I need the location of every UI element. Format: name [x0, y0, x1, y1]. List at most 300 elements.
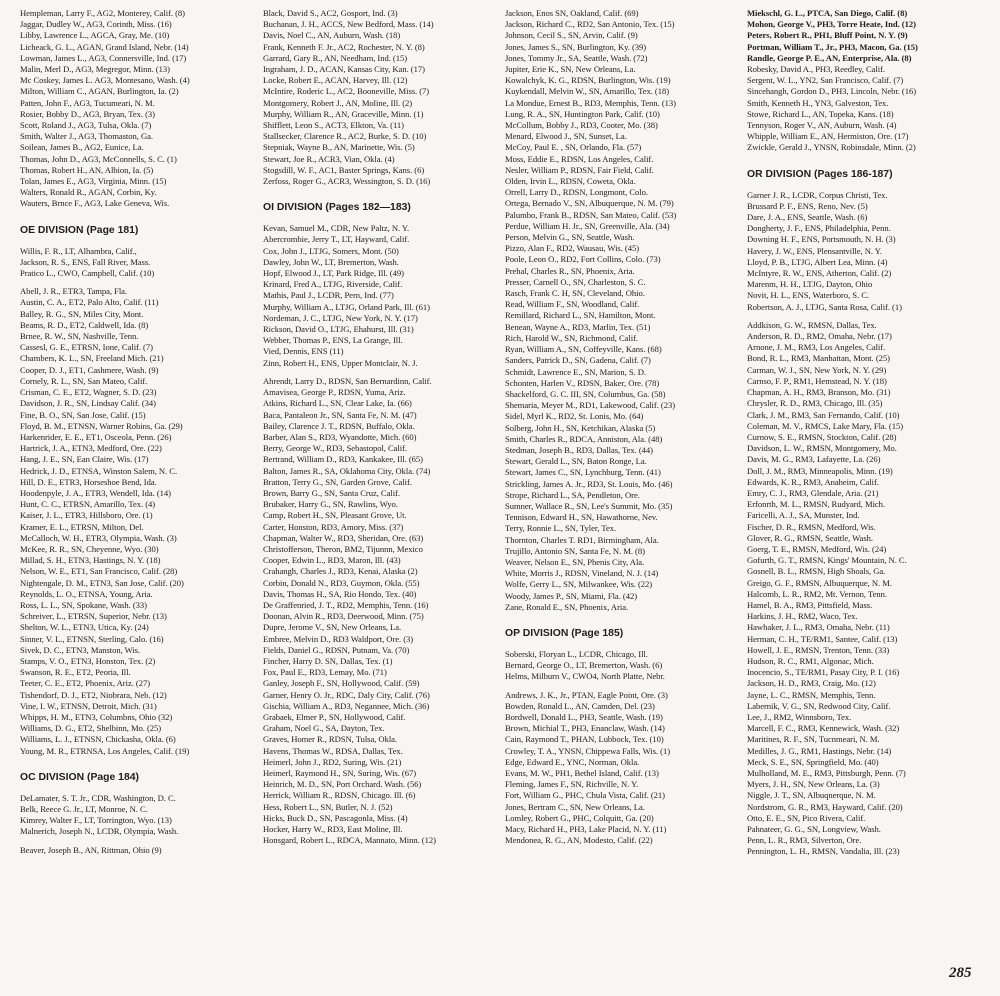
roster-column-1: [20, 8, 258, 856]
roster-entry: Johnson, Cecil S., SN, Arvin, Calif. (9): [505, 30, 638, 41]
roster-entry: Hunt, C. C., ETRSN, Amarillo, Tex. (4): [20, 499, 156, 510]
roster-entry: Mulholland, M. E., RM3, Pittsburgh, Penn. (7): [747, 768, 906, 778]
roster-entry: Garrard, Gary R., AN, Needham, Ind. (15): [263, 52, 408, 63]
roster-entry: Sidel, Myrl K., RD2, St. Lonis, Mo. (64): [505, 411, 644, 422]
roster-entry: Heimerl, Raymond H., SN, Suring, Wis. (67): [263, 768, 417, 778]
roster-entry: Helms, Milburn V., CWO4, North Platte, Nebr.: [505, 671, 665, 682]
roster-entry: Hudson, R. C., RM1, Algonac, Mich.: [747, 655, 874, 666]
roster-entry: Cox, John J., LTJG, Somers, Mont. (50): [263, 245, 399, 256]
roster-entry: Hoodenpyle, J. A., ETR3, Wendell, Ida. (14): [20, 487, 171, 498]
roster-entry: Hocker, Harry W., RD3, East Moline, Ill.: [263, 824, 403, 835]
roster-entry: Meck, S. E., SN, Springfield, Mo. (40): [747, 756, 879, 767]
roster-entry: Nordeman, J. C., LTJG, New York, N. Y. (17): [263, 312, 418, 323]
roster-entry: Black, David S., AC2, Gosport, Ind. (3): [263, 8, 398, 18]
roster-entry: Chapman, A. H., RM3, Branson, Mo. (31): [747, 387, 891, 398]
roster-entry: Prehal, Charles R., SN, Phoenix, Aria.: [505, 265, 635, 276]
roster-entry: Tolan, James E., AG3, Virginia, Minn. (15): [20, 176, 167, 187]
roster-entry: Zane, Ronald E., SN, Phoenix, Aria.: [505, 601, 629, 612]
roster-entry: Strickling, James A. Jr., RD3, St. Louis, Mo. (46): [505, 478, 673, 489]
roster-entry: Ryan, William A., SN, Coffeyville, Kans. (68): [505, 344, 662, 355]
roster-entry: DeLamater, S. T. Jr., CDR, Washington, D. C.: [20, 792, 176, 803]
roster-entry: Myers, J. H., SN, New Orleans, La. (3): [747, 779, 880, 790]
roster-entry: Rich, Harold W., SN, Richmond, Calif.: [505, 332, 639, 343]
roster-entry: Miekschl, G. L., PTCA, San Diego, Calif. (8): [747, 8, 908, 18]
roster-entry: Hedrick, J. D., ETNSA, Winston Salem, N. C.: [20, 465, 178, 476]
roster-entry: Davis, M. G., RM3, Lafayette, La. (26): [747, 454, 881, 465]
roster-entry: Rosier, Bobby D., AG3, Bryan, Tex. (3): [20, 108, 155, 119]
roster-entry: Vine, I. W., ETNSN, Detroit, Mich. (31): [20, 700, 157, 711]
roster-entry: Stewart, Gerald L., SN, Baton Ronge, La.: [505, 456, 647, 467]
roster-entry: Pahnateer, G. G., SN, Longview, Wash.: [747, 824, 881, 835]
roster-entry: Locke, Robert E., ACAN, Harvey, Ill. (12): [263, 75, 408, 86]
roster-entry: Rasch, Frank C. H, SN, Cleveland, Ohio.: [505, 288, 645, 299]
roster-entry: Sergent, W. L., YN2, San Francisco, Calif. (7): [747, 75, 904, 86]
roster-entry: Stedman, Joseph B., RD3, Dallas, Tex. (44): [505, 444, 653, 455]
roster-entry: Andrews, J. K., Jr., PTAN, Eagle Point, Ore. (3): [505, 689, 668, 700]
roster-entry: Ortega, Bernado V., SN, Albuquerque, N. M. (79): [505, 198, 674, 209]
roster-entry: Gosnell, B. L., RMSN, High Shoals, Ga.: [747, 566, 886, 577]
roster-entry: Hempleman, Larry F., AG2, Monterey, Calif. (8): [20, 8, 185, 18]
division-title: OI DIVISION: [263, 202, 323, 214]
roster-entry: Nelson, W. E., ET1, San Francisco, Calif. (28): [20, 566, 178, 577]
roster-entry: Barber, Alan S., RD3, Wyandotte, Mich. (60): [263, 431, 417, 442]
division-pages: (Pages 182—183): [325, 202, 411, 214]
roster-entry: Licheack, G. L., AGAN, Grand Island, Nebr. (14): [20, 41, 189, 52]
roster-entry: Abercrombie, Jerry T., LT, Hayward, Calif.: [263, 234, 410, 245]
roster-entry: Hess, Robert L., SN, Butler, N. J. (52): [263, 801, 393, 812]
roster-entry: Strope, Richard L., SA, Pendleton, Ore.: [505, 489, 640, 500]
roster-entry: Howell, J. E., RMSN, Trenton, Tenn. (33): [747, 644, 890, 655]
roster-entry: Balley, R. G., SN, Miles City, Mont.: [20, 308, 144, 319]
division-pages: (Page 181): [86, 224, 139, 236]
roster-entry: Pratico L., CWO, Campbell, Calif. (10): [20, 268, 155, 279]
roster-entry: Walters, Ronald R., AGAN, Corbin, Ky.: [20, 187, 157, 198]
roster-entry: Smith, Walter J., AG3, Thomaston, Ga.: [20, 131, 153, 142]
roster-column-3: [505, 8, 743, 846]
roster-entry: Reynolds, L. O., ETNSA, Young, Aria.: [20, 588, 153, 599]
roster-entry: Stallsecker, Clarence R., AC2, Burke, S. D. (10): [263, 131, 427, 142]
division-heading: [20, 771, 258, 784]
roster-entry: Beaver, Joseph B., AN, Rittman, Ohio (9): [20, 844, 162, 855]
roster-entry: Herman, C. H., TE/RM1, Santee, Calif. (13): [747, 633, 898, 644]
roster-entry: Menard, Elwood J., SN, Sunset, La.: [505, 131, 627, 142]
roster-entry: Smith, Charles R., RDCA, Anniston, Ala. (48): [505, 433, 663, 444]
roster-entry: Herrick, William R., RDSN, Chicago. Ill. (6): [263, 790, 416, 801]
roster-entry: Nesler, William P., RDSN, Fair Field, Calif.: [505, 164, 654, 175]
roster-entry: Graham, Noel G., SA, Dayton, Tex.: [263, 723, 385, 734]
roster-entry: Arnone, J. M., RM3, Los Angeles, Calif.: [747, 342, 886, 353]
roster-entry: Brown, Michial T., PH3, Enanclaw, Wash. (14): [505, 723, 665, 734]
roster-entry: Lloyd, P. B., LTJG, Albert Lea, Minn. (4): [747, 256, 888, 267]
roster-entry: Mohon, George V., PH3, Torre Heate, Ind. (12): [747, 19, 916, 30]
roster-entry: Tennison, Edward H., SN, Hawathorne, Nev.: [505, 512, 658, 523]
roster-entry: Kowalchyk, K. G., RDSN, Burlington, Wis. (19): [505, 75, 671, 86]
roster-entry: McIntire, Roderic L., AC2, Booneville, Miss. (7): [263, 86, 430, 97]
roster-entry: Stamps, V. O., ETN3, Honston, Tex. (2): [20, 655, 156, 666]
roster-entry: Jackson, Enos SN, Oakland, Calif. (69): [505, 8, 639, 18]
roster-entry: Sivek, D. C., ETN3, Manston, Wis.: [20, 644, 141, 655]
roster-entry: Fine, B. O., SN, San Jose, Calif. (15): [20, 409, 146, 420]
roster-entry: Swanson, R. E., ET2, Peoria, Ill.: [20, 667, 131, 678]
roster-entry: Bertrand, William D., RD3, Kankakee, Ill. (65): [263, 454, 423, 465]
division-title: OR DIVISION: [747, 168, 812, 180]
roster-entry: Hicks, Buck D., SN, Pascagonla, Miss. (4): [263, 812, 408, 823]
roster-entry: Krinard, Fred A., LTJG, Riverside, Calif.: [263, 279, 403, 290]
roster-entry: Grabaek, Elmer P., SN, Hollywood, Calif.: [263, 711, 406, 722]
division-heading: [747, 168, 985, 181]
roster-entry: Bowden, Ronald L., AN, Camden, Del. (23): [505, 700, 655, 711]
roster-entry: Presser, Carnell O., SN, Charleston, S. C.: [505, 276, 646, 287]
roster-entry: Fincher, Harry D. SN, Dallas, Tex. (1): [263, 655, 393, 666]
roster-entry: Dare, J. A., ENS, Seattle, Wash. (6): [747, 212, 868, 223]
division-title: OC DIVISION: [20, 771, 85, 783]
roster-entry: Hopf, Elwood J., LT, Park Ridge, Ill. (49): [263, 268, 404, 279]
roster-entry: Bailey, Clarence J. T., RDSN, Buffalo, Okla.: [263, 420, 415, 431]
roster-entry: Read, William F., SN, Woodland, Calif.: [505, 299, 640, 310]
roster-entry: Teeter, C. E., ET2, Phoenix, Ariz. (27): [20, 678, 151, 689]
roster-entry: Weaver, Nelson E., SN, Phenis City, Ala.: [505, 556, 645, 567]
division-pages: (Pages 186-187): [813, 168, 893, 180]
roster-entry: McKee, R. R., SN, Cheyenne, Wyo. (30): [20, 543, 159, 554]
roster-entry: Mathis, Paul J., LCDR, Pern, Ind. (77): [263, 290, 394, 301]
roster-entry: Belk, Reece G. Jr., LT, Monroe, N. C.: [20, 804, 148, 814]
roster-entry: Willis, F. R., LT, Alhambra, Calif.,: [20, 245, 137, 256]
roster-entry: Hill, D. E., ETR3, Horseshoe Bend, Ida.: [20, 476, 157, 487]
roster-entry: Libby, Lawrence L., AGCA, Gray, Me. (10): [20, 30, 170, 41]
roster-entry: Addkison, G. W., RMSN, Dallas, Tex.: [747, 319, 877, 330]
roster-entry: Peters, Robert R., PH1, Bluff Point, N. Y. (9): [747, 30, 908, 41]
roster-entry: Bond, R. L., RM3, Manhattan, Mont. (25): [747, 353, 890, 364]
roster-entry: Balton, James R., SA, Oklahoma City, Okla. (74): [263, 465, 431, 476]
roster-entry: Harkins, J. H., RM2, Waco, Tex.: [747, 611, 858, 622]
roster-entry: Doonan, Alvin R., RD3, Deerwood, Minn. (75): [263, 611, 424, 622]
roster-entry: Goerg, T. E., RMSN, Medford, Wis. (24): [747, 543, 887, 554]
division-heading: [20, 224, 258, 237]
roster-entry: Curnow, S. E., RMSN, Stockton, Calif. (28): [747, 431, 897, 442]
roster-entry: Cassesl, G. E., ETRSN, Ione, Calif. (7): [20, 342, 153, 353]
roster-entry: Pizzo, Alan F., RD2, Wausau, Wis. (45): [505, 243, 640, 254]
roster-entry: Emry, C. J., RM3, Glendale, Aria. (21): [747, 487, 879, 498]
roster-entry: Shemaria, Meyer M., RD1, Lakewood, Calif. (23): [505, 400, 676, 411]
roster-entry: Lowman, James L., AG3, Connersville, Ind. (17): [20, 52, 187, 63]
roster-entry: Fox, Paul E., RD3, Lemay, Mo. (71): [263, 667, 387, 678]
roster-entry: Bordwell, Donald L., PH3, Seattle, Wash. (19): [505, 711, 663, 722]
roster-entry: Chapman, Walter W., RD3, Sheridan, Ore. (63): [263, 532, 424, 543]
roster-entry: Kramer, E. L., ETRSN, Milton, Del.: [20, 521, 144, 532]
roster-entry: Brubaker, Harry G., SN, Rawlins, Wyo.: [263, 499, 398, 510]
roster-entry: Mendonea, R. G., AN, Modesto, Calif. (22): [505, 835, 653, 846]
roster-entry: Penn, L. R., RM3, Silverton, Ore.: [747, 835, 862, 846]
roster-entry: Doll, J. M., RM3, Minneapolis, Minn. (19): [747, 465, 893, 476]
roster-entry: Garner, Henry O. Jr., RDC, Daly City, Calif. (76): [263, 689, 430, 700]
roster-entry: Brussard P. F., ENS, Reno, Nev. (5): [747, 200, 868, 211]
roster-entry: Marcell, F. C., RM3, Kennewick, Wash. (32): [747, 723, 900, 734]
roster-entry: Cooper, Edwin L., RD3, Maron, Ill. (43): [263, 555, 401, 566]
roster-entry: Chambers, K. L., SN, Freeland Mich. (21): [20, 353, 164, 364]
roster-entry: Montgomery, Robert J., AN, Moline, Ill. (2): [263, 97, 413, 108]
roster-entry: Jackson, H. D., RM3, Craig, Mo. (12): [747, 678, 876, 689]
roster-entry: Halcomb, L. R., RM2, Mt. Vernon, Tenn.: [747, 588, 887, 599]
roster-entry: Edwards, K. R., RM3, Anaheim, Calif.: [747, 476, 879, 487]
roster-entry: Shackelford, G. C. III, SN, Columbus, Ga. (58): [505, 388, 666, 399]
roster-entry: Brnee, R. W., SN, Nashville, Tenn.: [20, 331, 139, 342]
roster-entry: Jones, Tommy Jr., SA, Seattle, Wash. (72): [505, 52, 648, 63]
roster-entry: Milton, William C., AGAN, Burlington, Ia. (2): [20, 86, 179, 97]
roster-entry: Kaiser, J. L., ETR3, Hillsboro, Ore. (1): [20, 510, 153, 521]
roster-entry: Trujillo, Antonio SN, Santa Fe, N. M. (8): [505, 545, 645, 556]
roster-entry: Wolfe, Gerry L., SN, Milwankee, Wis. (22): [505, 579, 653, 590]
roster-entry: Tishendorf, D. J., ET2, Niobrara, Neb. (12): [20, 689, 167, 700]
division-pages: (Page 185): [571, 627, 624, 639]
roster-entry: Dawley, John W., LT, Bremerton, Wash.: [263, 256, 399, 267]
roster-entry: Maritines, R. F., SN, Tucnmeari, N. M.: [747, 734, 880, 745]
page-number: 285: [949, 965, 972, 981]
roster-entry: Remillard, Richard L., SN, Hamilton, Mont.: [505, 310, 656, 321]
roster-entry: Anderson, R. D., RM2, Omaha, Nebr. (17): [747, 331, 892, 342]
roster-entry: Gischia, William A., RD3, Negannee, Mich. (36): [263, 700, 430, 711]
roster-entry: Camp, Robert H., SN, Pleasant Grove, Ut.: [263, 510, 407, 521]
roster-entry: Schreiver, L., ETRSN, Superior, Nebr. (13): [20, 611, 167, 622]
roster-entry: Jones, James S., SN, Burlington, Ky. (39): [505, 41, 647, 52]
roster-entry: Crisman, C. E., ET2, Wagner, S. D. (23): [20, 387, 157, 398]
roster-entry: Portman, William T., Jr., PH3, Macon, Ga. (15): [747, 41, 918, 52]
roster-entry: Atkins, Richard L., SN, Clear Lake, Ia. (66): [263, 398, 412, 409]
roster-entry: Benean, Wayne A., RD3, Marlin, Tex. (51): [505, 321, 651, 332]
roster-entry: Evans, M. W., PH1, Bethel Island, Calif. (13): [505, 768, 659, 778]
roster-entry: Stewart, James C., SN, Lynchburg, Tenn. (41): [505, 467, 661, 478]
roster-entry: Austin, C. A., ET2, Palo Alto, Calif. (11): [20, 297, 159, 308]
roster-entry: Buchanan, J. H., ACCS, New Bedford, Mass. (14): [263, 19, 434, 30]
roster-entry: Fields, Daniel G., RDSN, Putnam, Va. (70): [263, 644, 410, 655]
roster-entry: Jayne, L. C., RMSN, Memphis, Tenn.: [747, 689, 876, 700]
roster-entry: Zerfoss, Roger G., ACR3, Wessington, S. D. (16): [263, 176, 431, 187]
roster-entry: Abell, J. R., ETR3, Tampa, Fla.: [20, 286, 128, 297]
roster-entry: Glover, R. G., RMSN, Seattle, Wash.: [747, 532, 873, 543]
roster-entry: Harkenrider, E. E., ET1, Osceola, Penn. (26): [20, 431, 172, 442]
roster-entry: Shelton, W. L., ETN3, Utica, Ky. (24): [20, 622, 149, 633]
roster-entry: Otto, E. E., SN, Pico Rivera, Calif.: [747, 812, 866, 823]
roster-entry: Malnerich, Joseph N., LCDR, Olympia, Wash.: [20, 826, 179, 837]
roster-entry: Carnso, F. P., RM1, Hemstead, N. Y. (18): [747, 375, 887, 386]
roster-entry: Wauters, Brnce F., AG3, Lake Geneva, Wis.: [20, 198, 170, 209]
roster-entry: Davidson, L. W., RMSN, Montgomery, Mo.: [747, 443, 897, 454]
roster-entry: Fleming, James F., SN, Richville, N. Y.: [505, 779, 639, 790]
roster-entry: Crowley, T. A., YNSN, Chippewa Falls, Wis. (1): [505, 745, 671, 756]
roster-entry: Robesky, David A., PH3, Reedley, Calif.: [747, 64, 885, 75]
roster-entry: Dupre, Jerome V., SN, New Orleans, La.: [263, 622, 402, 633]
division-pages: (Page 184): [86, 771, 139, 783]
roster-entry: Ross, L. L., SN, Spokane, Wash. (33): [20, 599, 147, 610]
roster-entry: Stowe, Richard L., AN, Topeka, Kans. (18): [747, 108, 894, 119]
roster-entry: Jupiter, Erie K., SN, New Orleans, La.: [505, 64, 636, 75]
roster-entry: Sumner, Wallace R., SN, Lee's Summit, Mo. (35): [505, 500, 673, 511]
roster-entry: Bernard, George O., LT, Bremerton, Wash. (6): [505, 660, 663, 671]
roster-entry: Faricelli, A. J., SA, Munster, Ind.: [747, 510, 860, 521]
roster-entry: Ganley, Joseph F., SN, Hollywood, Calif. (59): [263, 678, 420, 689]
roster-entry: Erfonrth, M. L., RMSN, Rudyard, Mich.: [747, 499, 886, 510]
roster-entry: Terry, Ronnie L., SN, Tyler, Tex.: [505, 523, 617, 534]
roster-entry: Moss, Eddie E., RDSN, Los Angeles, Calif.: [505, 153, 654, 164]
roster-entry: Hang, J. E., SN, Ean Claire, Wis. (17): [20, 454, 149, 465]
roster-entry: Malin, Merl D., AG3, Megregor, Minn. (13): [20, 64, 170, 75]
roster-entry: Embree, Melvin D., RD3 Waldport, Ore. (3): [263, 633, 414, 644]
roster-entry: Webber, Thomas P., ENS, La Grange, Ill.: [263, 335, 403, 346]
roster-entry: Heinrich, M. D., SN, Port Orchard. Wash. (56): [263, 779, 422, 790]
roster-entry: Christofferson, Theron, BM2, Tijunnn, Mexico: [263, 543, 423, 554]
roster-entry: McCollum, Bobby J., RD3, Cooter, Mo. (38): [505, 120, 658, 131]
roster-entry: Cooper, D. J., ET1, Cashmere, Wash. (9): [20, 364, 159, 375]
division-heading: [505, 627, 743, 640]
division-title: OE DIVISION: [20, 224, 84, 236]
roster-entry: Edge, Edward E., YNC, Norman, Okla.: [505, 756, 640, 767]
roster-entry: Garner J. R., LCDR, Corpus Christi, Tex.: [747, 189, 888, 200]
roster-entry: Stogsdill, W. F., AC1, Baster Springs, Kans. (6): [263, 164, 425, 175]
roster-entry: Floyd, B. M., ETNSN, Warner Robins, Ga. (29): [20, 420, 183, 431]
roster-entry: Crahangh, Charles J., RD3, Kenai, Alaska (2): [263, 566, 418, 577]
roster-entry: Williams, L. J., ETNSN, Chickasha, Okla. (6): [20, 734, 176, 745]
roster-entry: Davis, Noel C., AN, Auburn, Wash. (18): [263, 30, 401, 41]
roster-entry: Davidson, J. R., SN, Lindsay Calif. (34): [20, 398, 156, 409]
roster-entry: Havens, Thomas W., RDSA, Dallas, Tex.: [263, 745, 403, 756]
roster-entry: Thomas, John D., AG3, McConnells, S. C. (1): [20, 153, 177, 164]
roster-entry: Thornton, Charles T. RD1, Birmingham, Ala.: [505, 534, 659, 545]
roster-entry: Cain, Raymond T., PHAN, Lubbock, Tex. (10): [505, 734, 664, 745]
roster-entry: Lee, J., RM2, Winnsboro, Tex.: [747, 711, 852, 722]
roster-entry: Nordstrom, G. R., RM3, Hayward, Calif. (20): [747, 801, 903, 812]
roster-entry: Palumbo, Frank B., RDSN, San Mateo, Calif. (53): [505, 209, 677, 220]
roster-entry: Millad, S. H., ETN3, Hastings, N. Y. (18): [20, 555, 161, 566]
roster-entry: Carter, Honston, RD3, Amory, Miss. (37): [263, 521, 404, 532]
roster-entry: Stepniak, Wayne B., AN, Marinette, Wis. (5): [263, 142, 415, 153]
roster-entry: Jaggar, Dudley W., AG3, Corinth, Miss. (16): [20, 19, 172, 30]
roster-entry: Smith, Kenneth H., YN3, Galveston, Tex.: [747, 97, 889, 108]
roster-entry: Tennyson, Roger V., AN, Auburn, Wash. (4): [747, 120, 897, 131]
roster-entry: Bratton, Terry G., SN, Garden Grove, Calif.: [263, 476, 412, 487]
roster-entry: Whipple, William E., AN, Hermiston, Ore. (17): [747, 131, 909, 142]
roster-entry: Dongherty, J. F., ENS, Philadelphia, Penn.: [747, 223, 891, 234]
roster-entry: Chrysler, R. D., RM3, Chicago, Ill. (35): [747, 398, 883, 409]
roster-entry: Brown, Barry G., SN, Santa Cruz, Calif.: [263, 487, 400, 498]
roster-entry: Schmidt, Lawrence E., SN, Marion, S. D.: [505, 366, 647, 377]
roster-entry: Woody, James P., SN, Miami, Fla. (42): [505, 590, 638, 601]
roster-entry: Rickson, David O., LTJG, Ehahurst, Ill. (31): [263, 324, 414, 335]
roster-entry: Thomas, Robert H., AN, Albion, Ia. (5): [20, 164, 154, 175]
roster-entry: Jones, Bertram C., SN, New Orleans, La.: [505, 801, 645, 812]
roster-entry: Murphy, William A., LTJG, Orland Park, Ill. (61): [263, 301, 430, 312]
roster-entry: Sincehangh, Gordon D., PH3, Lincoln, Nebr. (16): [747, 86, 917, 97]
roster-column-2: [263, 8, 501, 846]
roster-entry: Clark, J. M., RM3, San Fernando, Calif. (10): [747, 409, 900, 420]
roster-entry: Baca, Pantaleon Jr., SN, Santa Fe, N. M. (47): [263, 409, 417, 420]
roster-entry: Graves, Homer R., RDSN, Tulsa, Okla.: [263, 734, 398, 745]
roster-entry: Kuykendall, Melvin W., SN, Amarillo, Tex. (18): [505, 86, 670, 97]
roster-entry: Cornely, R. L., SN, San Mateo, Calif.: [20, 375, 148, 386]
roster-entry: Marenm, H. H., LTJG, Dayton, Ohio: [747, 279, 873, 290]
roster-entry: Lomley, Robert G., PHC, Colquitt, Ga. (20): [505, 812, 654, 823]
roster-entry: Ahrendt, Larry D., RDSN, San Bernardinn, Calif.: [263, 375, 432, 386]
roster-entry: De Graffenried, J. T., RD2, Memphis, Tenn. (16): [263, 599, 429, 610]
roster-entry: Frank, Kenneth F. Jr., AC2, Rochester, N. Y. (8): [263, 41, 425, 52]
roster-entry: Perdue, William H. Jr., SN, Greenville, Ala. (34): [505, 220, 670, 231]
roster-entry: Amavisea, George P., RDSN, Yuma, Ariz.: [263, 387, 406, 398]
roster-entry: Soilean, James B., AG2, Eunice, La.: [20, 142, 144, 153]
roster-entry: Stewart, Joe R., ACR3, Vian, Okla. (4): [263, 153, 395, 164]
roster-entry: Labernik, V. G., SN, Redwood City, Calif.: [747, 700, 891, 711]
roster-entry: Olden, Irvin L., RDSN, Coweta, Okla.: [505, 176, 636, 187]
roster-entry: McIntyre, R. W., ENS, Atherton, Calif. (2): [747, 268, 892, 279]
roster-entry: Zinn, Robert H., ENS, Upper Montclair, N. J.: [263, 357, 418, 368]
roster-entry: Sinner, V. L., ETNSN, Sterling, Calo. (16): [20, 633, 164, 644]
roster-entry: Novit, H. L., ENS, Waterboro, S. C.: [747, 290, 870, 301]
roster-entry: Solberg, John H., SN, Ketchikan, Alaska (5): [505, 422, 656, 433]
roster-entry: Davis, Thomas H., SA, Rio Hondo, Tex. (40): [263, 588, 417, 599]
roster-entry: Young, M. R., ETRNSA, Los Angeles, Calif. (19): [20, 745, 190, 756]
roster-entry: Poole, Leon O., RD2, Fort Collins, Colo. (73): [505, 254, 661, 265]
roster-entry: Carman, W. J., SN, New York, N. Y. (29): [747, 364, 887, 375]
roster-entry: Ingraham, J. D., ACAN, Kansas City, Kan. (17): [263, 64, 425, 75]
roster-entry: Gofurth, G. T., RMSN, Kings' Mountain, N. C.: [747, 555, 907, 566]
roster-entry: Sanders, Patrick D., SN, Gadena, Calif. (7): [505, 355, 651, 366]
roster-entry: Berry, George W., RD3, Sebastopol, Calif.: [263, 443, 408, 454]
roster-entry: Niggle, J. T., SN, Albuqnerque, N. M.: [747, 790, 876, 801]
roster-entry: Jackson, Richard C., RD2, San Antonio, Tex. (15): [505, 19, 675, 30]
roster-entry: Soberski, Floryan L., LCDR, Chicago, Ill.: [505, 648, 648, 659]
roster-entry: Nightengale, D. M., ETN3, San Jose, Calif. (20): [20, 577, 184, 588]
division-heading: [263, 201, 501, 214]
roster-entry: Hawhaker, J. L., RM3, Omaha, Nebr. (11): [747, 622, 890, 633]
roster-entry: Beams, R. D., ET2, Caldwell, Ida. (8): [20, 319, 149, 330]
roster-entry: Scott, Roland J., AG3, Tulsa, Okla. (7): [20, 120, 152, 131]
roster-column-4: [747, 8, 985, 858]
roster-entry: Murphy, William R., AN, Graceville, Minn. (1): [263, 108, 424, 119]
roster-entry: Downing H. F., ENS, Portsmouth, N. H. (3): [747, 234, 896, 245]
roster-entry: Hamel, B. A., RM3, Pittsfield, Mass.: [747, 599, 873, 610]
roster-entry: Fort, William G., PHC, Chula Vista, Calif. (21): [505, 790, 665, 801]
roster-entry: Vied, Dennis, ENS (11): [263, 346, 344, 357]
division-title: OP DIVISION: [505, 627, 569, 639]
roster-entry: Person, Melvin G., SN, Seattle, Wash.: [505, 232, 635, 243]
roster-entry: Orrell, Larry D., RDSN, Longmont, Colo.: [505, 187, 648, 198]
roster-entry: Mc Coskey, James L. AG3, Montesano, Wash. (4): [20, 75, 190, 86]
roster-entry: Kimrey, Walter F., LT, Torrington, Wyo. (13): [20, 815, 172, 826]
roster-entry: McCalloch, W. H., ETR3, Olympia, Wash. (3): [20, 532, 177, 543]
roster-entry: Honsgard, Robert L., RDCA, Mannato, Minn. (12): [263, 835, 436, 846]
roster-entry: McCoy, Paul E. , SN, Orlando, Fla. (57): [505, 142, 642, 153]
roster-entry: Kevan, Samuel M., CDR, New Paltz, N. Y.: [263, 223, 410, 234]
roster-entry: Medilles, J. G., RM1, Hastings, Nebr. (14): [747, 745, 892, 756]
roster-entry: Whipps, H. M., ETN3, Columbns, Ohio (32): [20, 711, 173, 722]
roster-entry: Fischer, D. R., RMSN, Medford, Wis.: [747, 521, 876, 532]
roster-entry: Randle, George P. E., AN, Enterprise, Ala. (8): [747, 52, 912, 63]
roster-entry: Hartrick, J. A., ETN3, Medford, Ore. (22): [20, 443, 162, 454]
roster-entry: Patten, John F., AG3, Tucumeari, N. M.: [20, 97, 155, 108]
roster-entry: Robertson, A. J., LTJG, Santa Rosa, Calif. (1): [747, 301, 902, 312]
roster-entry: Jackson, R. S., ENS, Fall River, Mass.: [20, 256, 151, 267]
roster-entry: Williams, D. G., ET2, Shelbinn, Mo. (25): [20, 723, 162, 734]
roster-entry: White, Morris J., RDSN, Vineland, N. J. (14): [505, 568, 659, 579]
roster-entry: Havery, J. W., ENS, Plensantville, N. Y.: [747, 245, 882, 256]
roster-entry: Heimerl, John J., RD2, Suring, Wis. (21): [263, 756, 402, 767]
roster-entry: La Mondue, Ernest B., RD3, Memphis, Tenn. (13): [505, 97, 676, 108]
roster-entry: Schonten, Harlen V., RDSN, Baker, Ore. (78): [505, 377, 660, 388]
roster-entry: Coleman, M. V., RMCS, Lake Mary, Fla. (15): [747, 420, 904, 431]
roster-entry: Pennington, L. H., RMSN, Vandalia, Ill. (23): [747, 846, 900, 857]
roster-entry: Inocencio, S., TE/RM1, Pasay City, P. I. (16): [747, 667, 900, 678]
roster-entry: Corbin, Donald N., RD3, Guymon, Okla. (55): [263, 577, 420, 588]
roster-entry: Greigo, G. F., RMSN, Albuquerque, N. M.: [747, 577, 892, 588]
roster-entry: Shifflett, Leon S., ACT3, Elkton, Va. (11): [263, 120, 404, 131]
roster-entry: Macy, Richard H., PH3, Lake Placid, N. Y. (11): [505, 824, 667, 835]
